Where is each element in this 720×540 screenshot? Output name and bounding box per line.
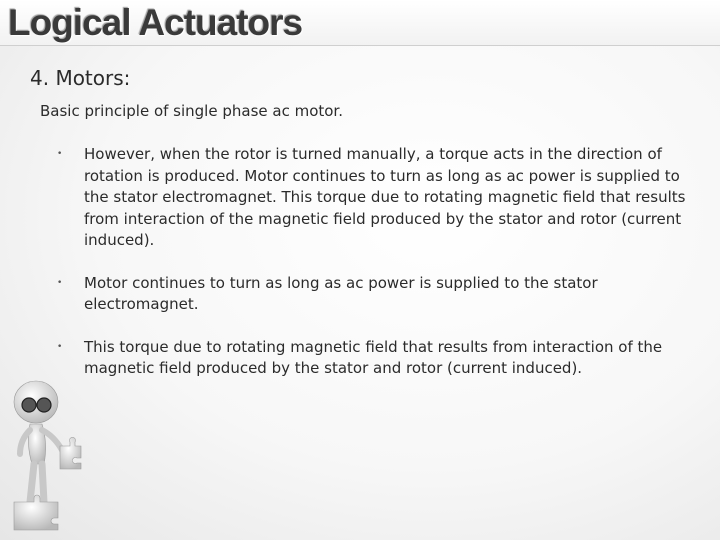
bullet-marker: • <box>57 341 63 352</box>
bullet-list <box>52 144 692 401</box>
bullet-text: Motor continues to turn as long as ac power is supplied to the stator electromagnet. <box>84 273 598 313</box>
sub-heading: Basic principle of single phase ac motor. <box>40 102 343 120</box>
slide-title: Logical Actuators <box>8 2 303 43</box>
bullet-item <box>52 273 692 316</box>
bullet-item <box>52 144 692 252</box>
stick-figure-illustration <box>8 372 90 532</box>
bullet-marker: • <box>57 277 63 288</box>
section-heading: 4. Motors: <box>30 66 131 90</box>
title-bar <box>0 0 720 46</box>
bullet-item <box>52 337 692 380</box>
bullet-text: This torque due to rotating magnetic field that results from interaction of the magnetic field produced by the stator and rotor (current induced). <box>84 337 663 377</box>
bullet-text: However, when the rotor is turned manually, a torque acts in the direction of rotation is produced. Motor continues to turn as long as ac power is supplied to the stator electromagnet. This torque due to rotating magnetic field that results from interaction of the magnetic field produced by the stator and rotor (current induced). <box>84 145 686 249</box>
bullet-marker: • <box>57 149 63 159</box>
